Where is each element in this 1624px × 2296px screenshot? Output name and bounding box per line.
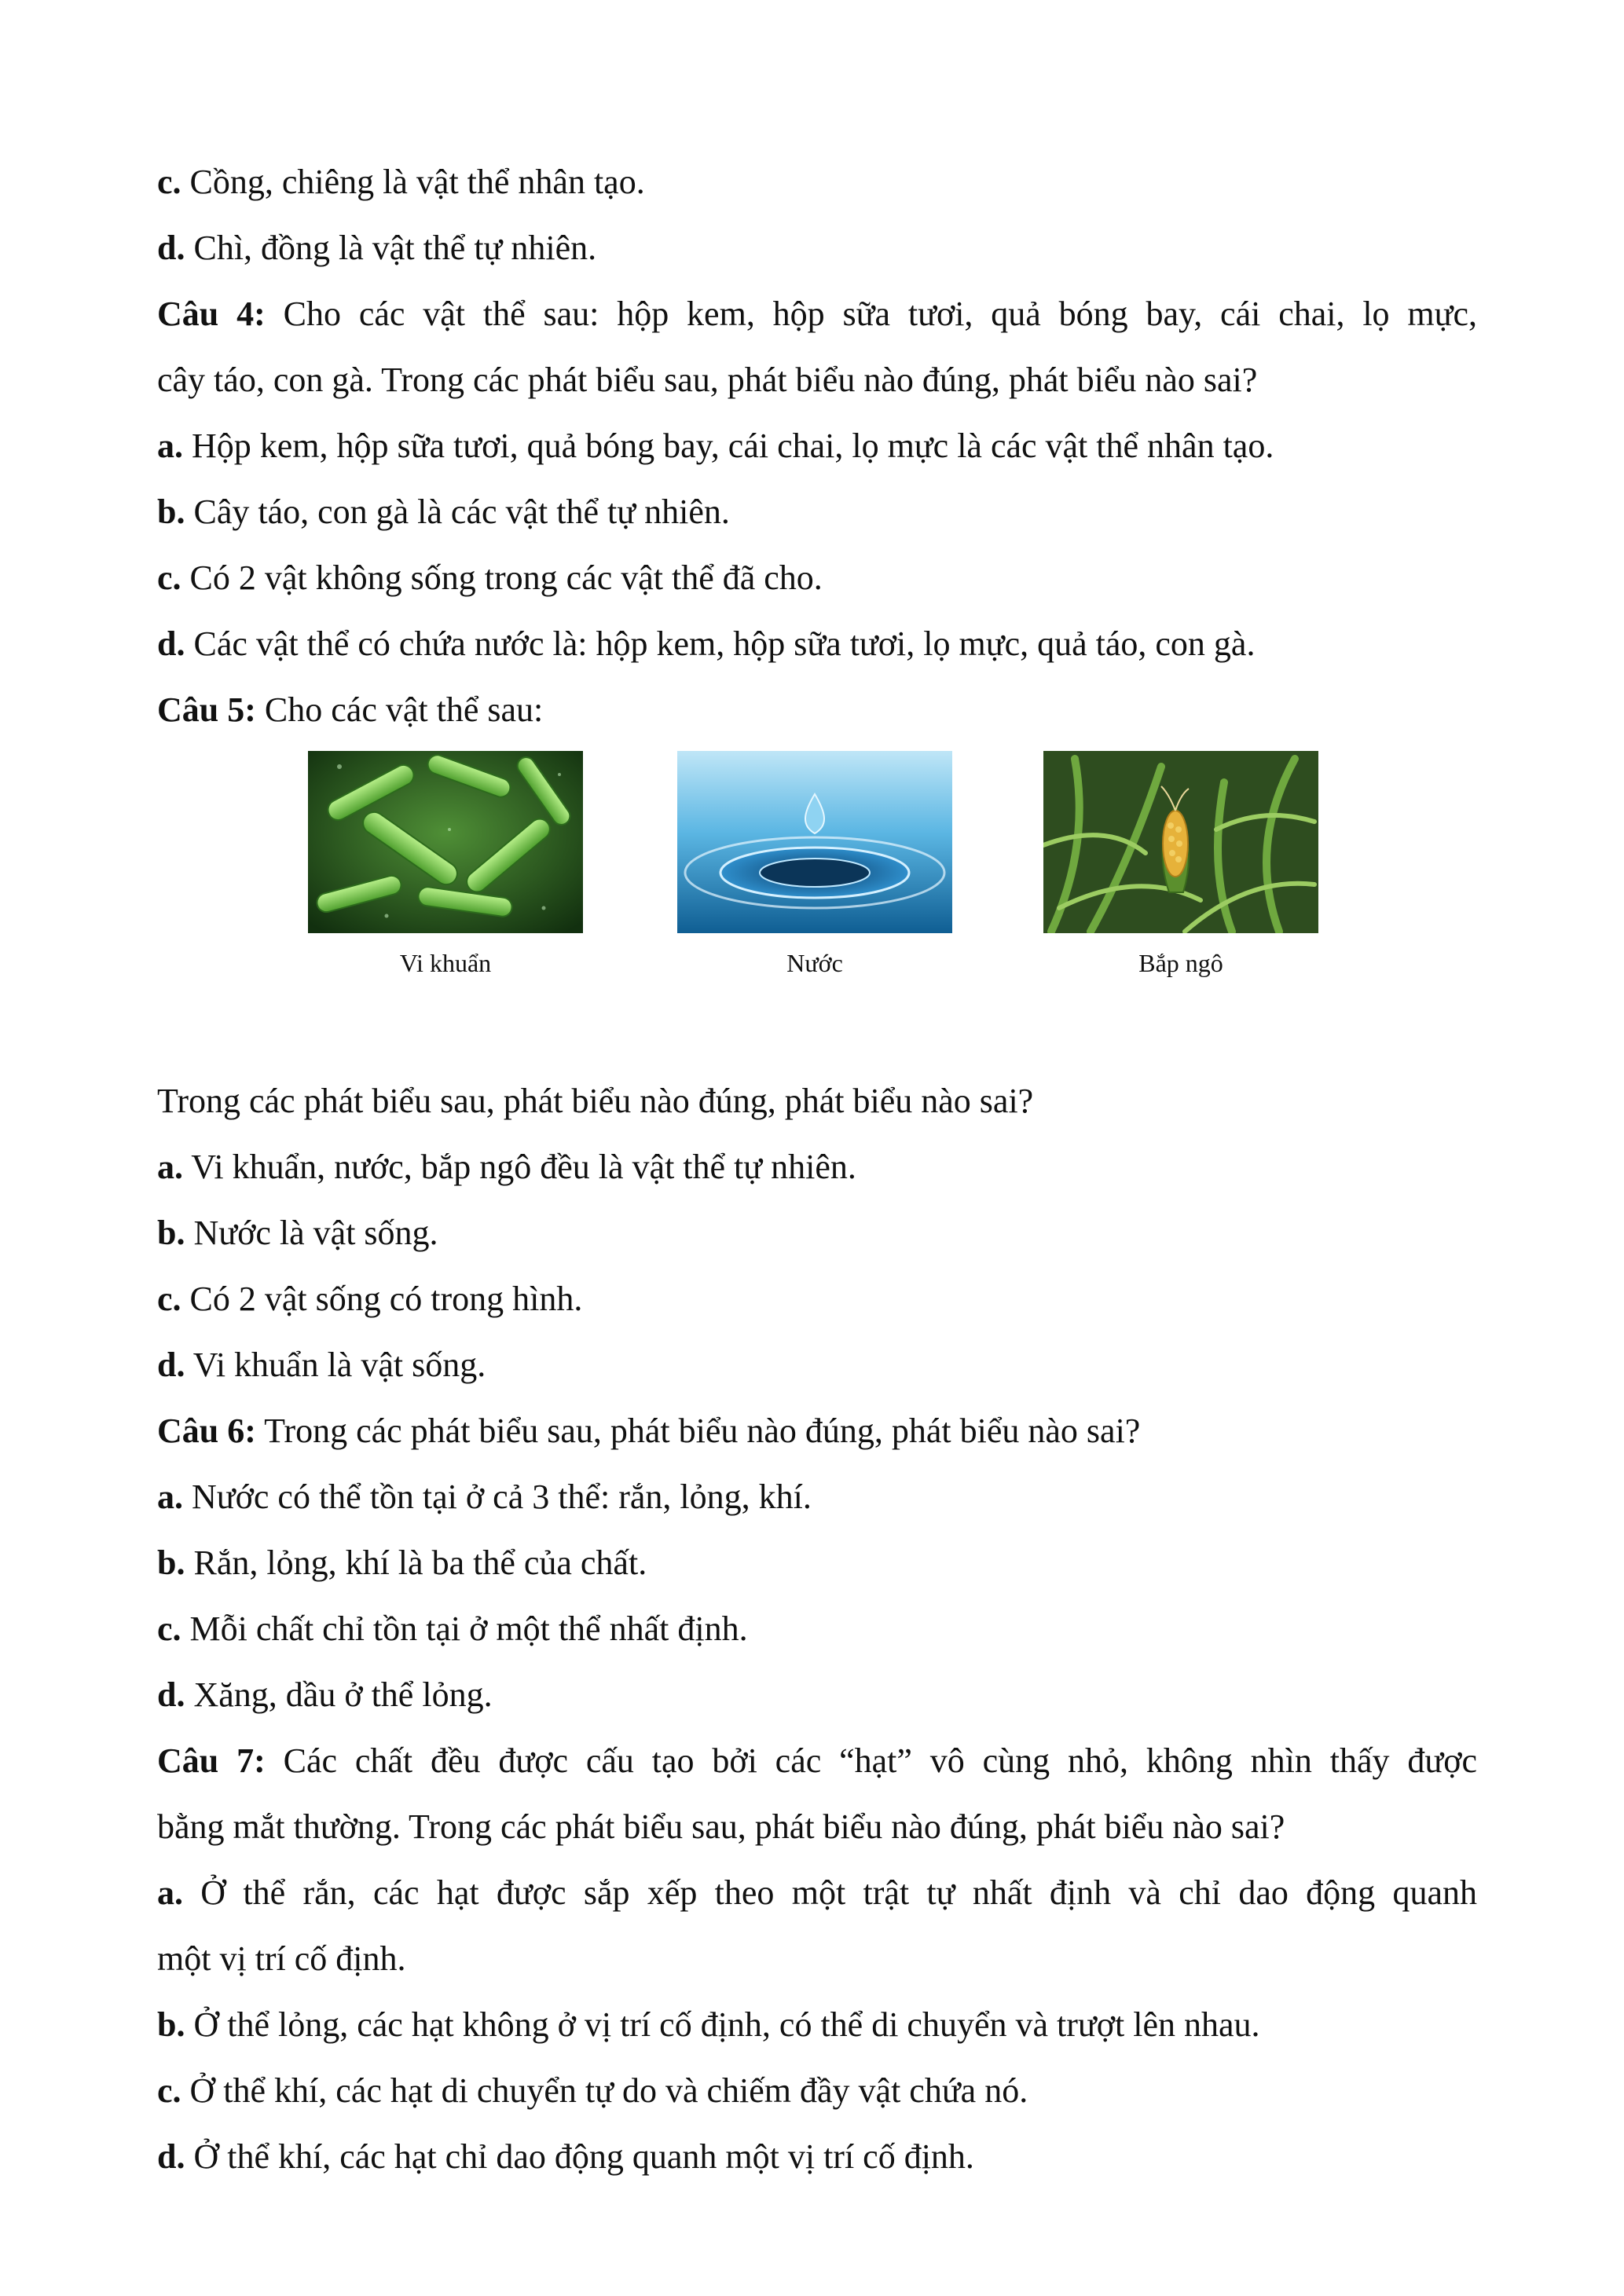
option-label: a. (157, 427, 183, 465)
q6-stem (157, 1398, 1477, 1464)
option-text: Có 2 vật không sống trong các vật thể đã cho. (181, 558, 823, 597)
q4-option-c (157, 545, 1477, 611)
q5-option-d (157, 1332, 1477, 1398)
q5-figure-row (157, 751, 1477, 1057)
option-text: Ở thể lỏng, các hạt không ở vị trí cố định, có thể di chuyển và trượt lên nhau. (185, 2005, 1260, 2044)
option-text: Ở thể khí, các hạt di chuyển tự do và chiếm đầy vật chứa nó. (181, 2071, 1028, 2110)
option-label: b. (157, 1543, 185, 1582)
option-text: Nước có thể tồn tại ở cả 3 thể: rắn, lỏng, khí. (183, 1478, 812, 1516)
option-label: b. (157, 2005, 185, 2044)
q5-option-b (157, 1200, 1477, 1266)
q5-option-c (157, 1266, 1477, 1332)
option-label: a. (157, 1148, 183, 1186)
q7-stem-line-2: bằng mắt thường. Trong các phát biểu sau, phát biểu nào đúng, phát biểu nào sai? (157, 1807, 1285, 1846)
option-text: Các vật thể có chứa nước là: hộp kem, hộp sữa tươi, lọ mực, quả táo, con gà. (185, 624, 1256, 663)
option-text: Ở thể khí, các hạt chỉ dao động quanh một vị trí cố định. (185, 2137, 974, 2176)
option-label: d. (157, 2137, 185, 2176)
q4-option-b (157, 479, 1477, 545)
figure-water (677, 751, 952, 979)
figure-caption: Vi khuẩn (399, 949, 492, 977)
figure-bacteria (308, 751, 583, 979)
question-label: Câu 7: (157, 1741, 266, 1780)
q7-stem-line-1 (157, 1728, 1477, 1794)
q5-stem (157, 677, 1477, 743)
q4-option-a (157, 413, 1477, 479)
option-label: d. (157, 624, 185, 663)
option-label: c. (157, 1280, 181, 1318)
figure-caption: Nước (786, 949, 843, 977)
question-text: Cho các vật thể sau: hộp kem, hộp sữa tươi, quả bóng bay, cái chai, lọ mực, (265, 295, 1478, 333)
q3-option-d (157, 215, 1477, 281)
option-label: c. (157, 2071, 181, 2110)
q4-stem-line-2: cây táo, con gà. Trong các phát biểu sau, phát biểu nào đúng, phát biểu nào sai? (157, 361, 1258, 399)
q4-option-d (157, 611, 1477, 677)
q5-prompt: Trong các phát biểu sau, phát biểu nào đúng, phát biểu nào sai? (157, 1082, 1034, 1120)
figure-corn (1043, 751, 1318, 979)
bacteria-photo-icon (308, 751, 583, 933)
option-label: d. (157, 229, 185, 267)
option-text: Rắn, lỏng, khí là ba thể của chất. (185, 1543, 647, 1582)
question-text: Các chất đều được cấu tạo bởi các “hạt” vô cùng nhỏ, không nhìn thấy được (265, 1741, 1477, 1780)
q7-option-c (157, 2058, 1477, 2124)
q7-option-a-line-1 (157, 1860, 1477, 1926)
option-label: a. (157, 1478, 183, 1516)
option-text: Nước là vật sống. (185, 1214, 438, 1252)
document-page (157, 149, 1477, 2190)
option-text: Hộp kem, hộp sữa tươi, quả bóng bay, cái chai, lọ mực là các vật thể nhân tạo. (183, 427, 1274, 465)
option-text: Ở thể rắn, các hạt được sắp xếp theo một trật tự nhất định và chỉ dao động quanh (183, 1873, 1477, 1912)
option-text: Vi khuẩn, nước, bắp ngô đều là vật thể tự nhiên. (183, 1148, 856, 1186)
question-label: Câu 5: (157, 690, 256, 729)
question-text: Cho các vật thể sau: (255, 690, 544, 729)
q6-option-a (157, 1464, 1477, 1530)
option-label: b. (157, 493, 185, 531)
q7-option-d (157, 2124, 1477, 2190)
q3-option-c (157, 149, 1477, 215)
corn-photo-icon (1043, 751, 1318, 933)
option-text: Chì, đồng là vật thể tự nhiên. (185, 229, 597, 267)
option-text: Cồng, chiêng là vật thể nhân tạo. (181, 163, 645, 201)
option-label: d. (157, 1675, 185, 1714)
q6-option-b (157, 1530, 1477, 1596)
q7-option-a-line-2: một vị trí cố định. (157, 1939, 406, 1978)
question-label: Câu 4: (157, 295, 266, 333)
figure-caption: Bắp ngô (1138, 949, 1223, 977)
option-text: Có 2 vật sống có trong hình. (181, 1280, 583, 1318)
q6-option-c (157, 1596, 1477, 1662)
q5-option-a (157, 1134, 1477, 1200)
option-label: c. (157, 163, 181, 201)
option-label: c. (157, 1609, 181, 1648)
option-label: c. (157, 558, 181, 597)
q6-option-d (157, 1662, 1477, 1728)
option-text: Xăng, dầu ở thể lỏng. (185, 1675, 493, 1714)
option-label: a. (157, 1873, 183, 1912)
question-text: Trong các phát biểu sau, phát biểu nào đúng, phát biểu nào sai? (255, 1412, 1141, 1450)
question-label: Câu 6: (157, 1412, 256, 1450)
option-text: Cây táo, con gà là các vật thể tự nhiên. (185, 493, 730, 531)
option-text: Mỗi chất chỉ tồn tại ở một thể nhất định. (181, 1609, 748, 1648)
option-label: b. (157, 1214, 185, 1252)
q7-option-b (157, 1992, 1477, 2058)
water-drop-photo-icon (677, 751, 952, 933)
q4-stem-line-1 (157, 281, 1477, 347)
option-text: Vi khuẩn là vật sống. (185, 1346, 486, 1384)
option-label: d. (157, 1346, 185, 1384)
